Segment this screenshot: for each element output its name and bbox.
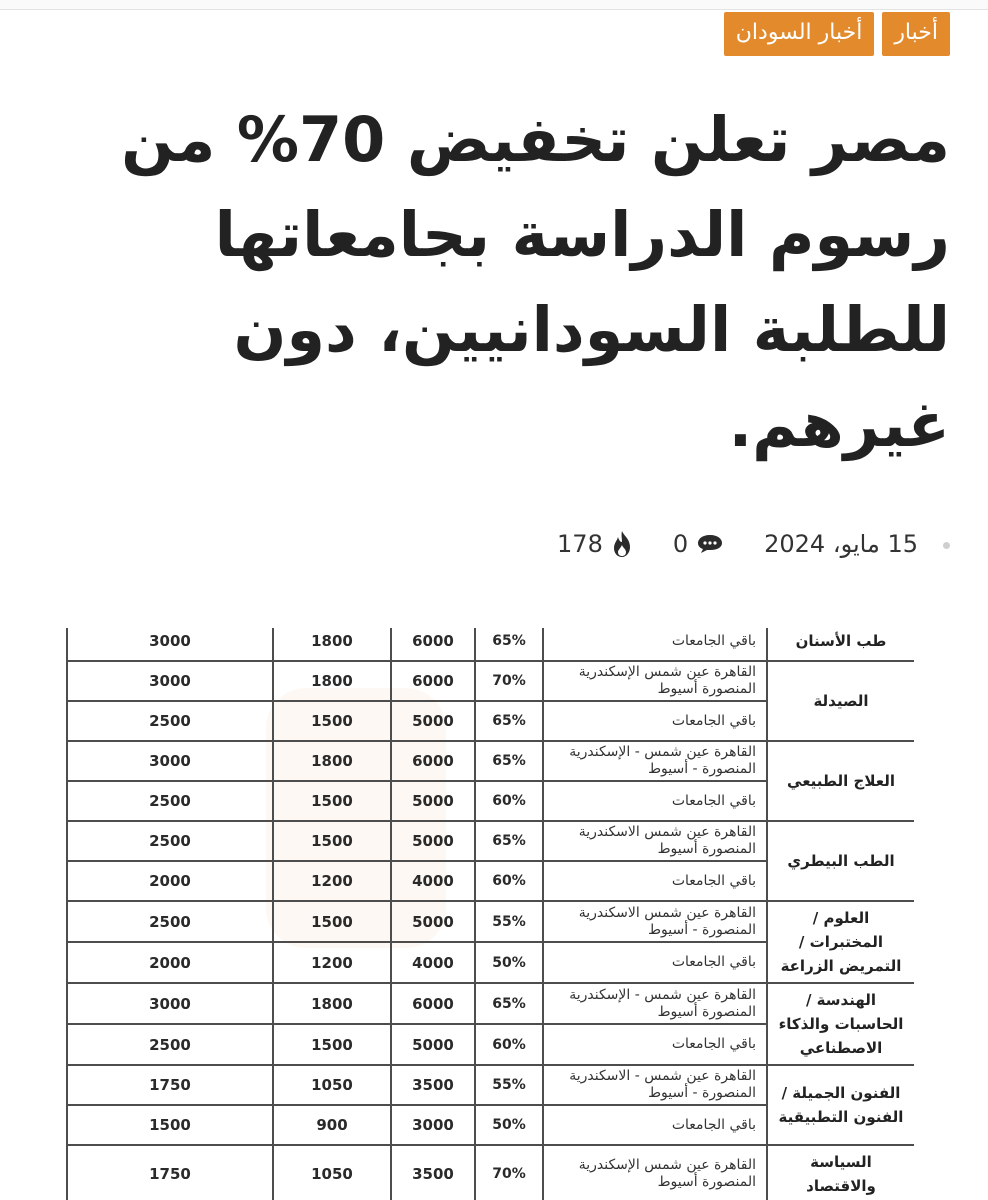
fee-cell-c1: 5000 [391, 1024, 475, 1065]
fee-cell-c3: 1500 [67, 1105, 273, 1145]
fee-cell-c2: 1200 [273, 861, 391, 901]
discount-cell: 55% [475, 901, 543, 942]
fee-cell-c1: 5000 [391, 701, 475, 741]
fee-cell-c2: 1200 [273, 942, 391, 983]
discount-cell: 65% [475, 628, 543, 661]
comment-count-value: 0 [672, 530, 689, 558]
faculty-cell: العلوم / المختبرات / التمريض الزراعة [767, 901, 914, 983]
fee-cell-c3: 1750 [67, 1145, 273, 1200]
fee-table-image [66, 628, 914, 1200]
fee-cell-c2: 1800 [273, 661, 391, 701]
fee-cell-c3: 2000 [67, 861, 273, 901]
discount-cell: 50% [475, 1105, 543, 1145]
faculty-cell: الهندسة / الحاسبات والذكاء الاصطناعي [767, 983, 914, 1065]
discount-cell: 70% [475, 1145, 543, 1200]
article-meta [557, 530, 918, 558]
comment-count[interactable] [673, 530, 724, 558]
faculty-cell: الصيدلة [767, 661, 914, 741]
fee-cell-c2: 900 [273, 1105, 391, 1145]
fee-cell-c2: 1500 [273, 701, 391, 741]
discount-cell: 60% [475, 781, 543, 821]
fee-cell-c2: 1500 [273, 1024, 391, 1065]
table-row [67, 1145, 914, 1200]
university-cell: باقي الجامعات [543, 628, 767, 661]
fee-cell-c1: 4000 [391, 861, 475, 901]
meta-bullet [943, 542, 950, 549]
discount-cell: 65% [475, 821, 543, 861]
fee-cell-c2: 1500 [273, 821, 391, 861]
fee-cell-c1: 4000 [391, 942, 475, 983]
university-cell: باقي الجامعات [543, 1105, 767, 1145]
table-row [67, 821, 914, 861]
discount-cell: 70% [475, 661, 543, 701]
fee-cell-c3: 2500 [67, 901, 273, 942]
fee-cell-c2: 1800 [273, 628, 391, 661]
fee-cell-c1: 5000 [391, 781, 475, 821]
table-row [67, 901, 914, 942]
article-headline: مصر تعلن تخفيض 70% من رسوم الدراسة بجامعاتها للطلبة السودانيين، دون غيرهم. [121, 103, 950, 461]
fee-cell-c2: 1500 [273, 901, 391, 942]
fee-cell-c2: 1800 [273, 983, 391, 1024]
fee-cell-c2: 1800 [273, 741, 391, 781]
fee-table [66, 628, 914, 1200]
university-cell: باقي الجامعات [543, 942, 767, 983]
fee-cell-c3: 2500 [67, 1024, 273, 1065]
table-row [67, 628, 914, 661]
university-cell: القاهرة عين شمس الإسكندرية المنصورة أسيوط [543, 661, 767, 701]
discount-cell: 65% [475, 741, 543, 781]
university-cell: باقي الجامعات [543, 861, 767, 901]
fee-cell-c1: 3000 [391, 1105, 475, 1145]
fee-cell-c3: 3000 [67, 983, 273, 1024]
university-cell: القاهرة عين شمس - الإسكندرية المنصورة أسيوط [543, 983, 767, 1024]
fee-cell-c3: 2500 [67, 821, 273, 861]
faculty-cell: العلاج الطبيعي [767, 741, 914, 821]
discount-cell: 65% [475, 701, 543, 741]
discount-cell: 60% [475, 1024, 543, 1065]
fee-cell-c1: 5000 [391, 821, 475, 861]
university-cell: القاهرة عين شمس الاسكندرية المنصورة أسيوط [543, 821, 767, 861]
fee-cell-c3: 3000 [67, 661, 273, 701]
faculty-cell: طب الأسنان [767, 628, 914, 661]
publish-date: 15 مايو، 2024 [764, 530, 918, 558]
fee-cell-c3: 2000 [67, 942, 273, 983]
fee-cell-c1: 3500 [391, 1065, 475, 1105]
fee-cell-c1: 5000 [391, 901, 475, 942]
fee-cell-c3: 3000 [67, 628, 273, 661]
fee-cell-c1: 6000 [391, 983, 475, 1024]
table-row [67, 983, 914, 1024]
view-count [557, 530, 633, 558]
university-cell: القاهرة عين شمس الاسكندرية المنصورة - أسيوط [543, 901, 767, 942]
university-cell: القاهرة عين شمس - الإسكندرية المنصورة - أسيوط [543, 741, 767, 781]
fee-cell-c1: 3500 [391, 1145, 475, 1200]
category-tag-sudan-news[interactable]: أخبار السودان [724, 12, 875, 56]
fee-cell-c1: 6000 [391, 741, 475, 781]
university-cell: باقي الجامعات [543, 1024, 767, 1065]
category-tag-news[interactable]: أخبار [882, 12, 950, 56]
fee-cell-c3: 1750 [67, 1065, 273, 1105]
fee-cell-c3: 3000 [67, 741, 273, 781]
discount-cell: 55% [475, 1065, 543, 1105]
faculty-cell: الطب البيطري [767, 821, 914, 901]
view-count-value: 178 [557, 530, 603, 558]
fee-cell-c1: 6000 [391, 661, 475, 701]
university-cell: القاهرة عين شمس الإسكندرية المنصورة أسيوط [543, 1145, 767, 1200]
discount-cell: 60% [475, 861, 543, 901]
fee-cell-c2: 1050 [273, 1145, 391, 1200]
fee-cell-c3: 2500 [67, 701, 273, 741]
fee-cell-c2: 1500 [273, 781, 391, 821]
fire-icon [611, 530, 633, 558]
table-row [67, 661, 914, 701]
university-cell: باقي الجامعات [543, 701, 767, 741]
fee-cell-c3: 2500 [67, 781, 273, 821]
category-tags [724, 12, 950, 56]
university-cell: باقي الجامعات [543, 781, 767, 821]
fee-cell-c1: 6000 [391, 628, 475, 661]
faculty-cell: السياسة والاقتصاد [767, 1145, 914, 1200]
table-row [67, 1065, 914, 1105]
faculty-cell: الفنون الجميلة / الفنون التطبيقية [767, 1065, 914, 1145]
top-bar [0, 0, 988, 10]
discount-cell: 50% [475, 942, 543, 983]
comment-icon [696, 533, 724, 555]
discount-cell: 65% [475, 983, 543, 1024]
table-row [67, 741, 914, 781]
university-cell: القاهرة عين شمس - الاسكندرية المنصورة - أسيوط [543, 1065, 767, 1105]
fee-cell-c2: 1050 [273, 1065, 391, 1105]
